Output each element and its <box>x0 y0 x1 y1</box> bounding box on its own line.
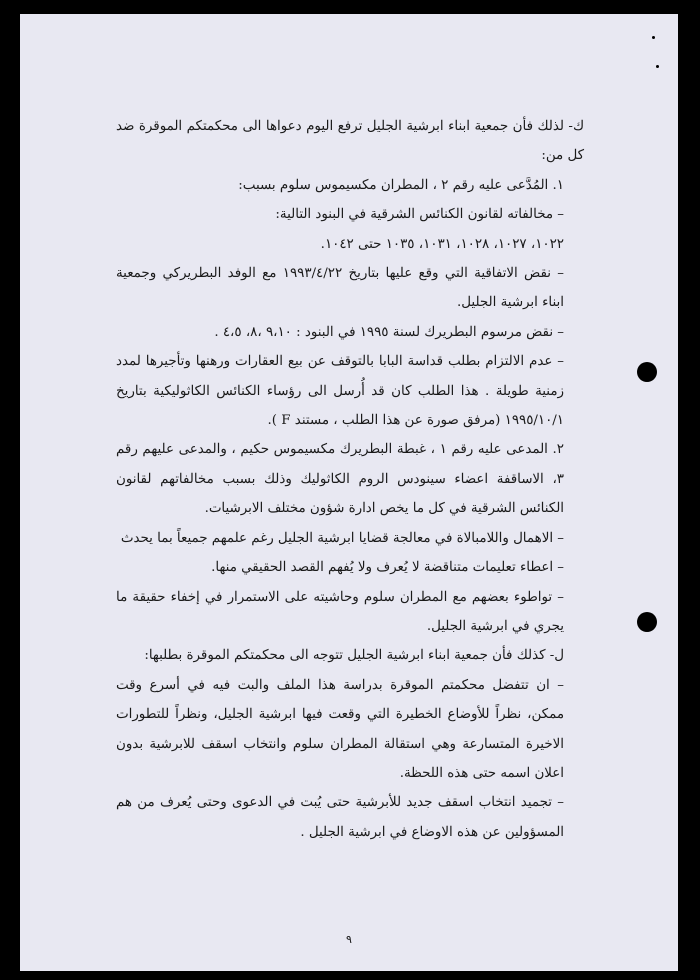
paragraph-intro: ك- لذلك فأن جمعية ابناء ابرشية الجليل ترفع اليوم دعواها الى محكمتكم الموقرة ضد كل من: <box>116 119 584 164</box>
paragraph-item-1d: – عدم الالتزام بطلب قداسة البابا بالتوقف عن بيع العقارات ورهنها وتأجيرها لمدد زمنية طويلة . هذا الطلب كان قد أُرسل الى رؤساء الكنائس الكاثوليكية بتاريخ ١٩٩٥/١٠/١ (مرفق صورة عن هذا الطلب ، مستند F ). <box>116 354 564 429</box>
paragraph-item-1b: – نقض الاتفاقية التي وقع عليها بتاريخ ١٩٩٣/٤/٢٢ مع الوفد البطريركي وجمعية ابناء ابرشية الجليل. <box>116 266 564 311</box>
paragraph-section-l: ل- كذلك فأن جمعية ابناء ابرشية الجليل تتوجه الى محكمتكم الموقرة بطلبها: <box>144 648 564 664</box>
paragraph-item-2b: – اعطاء تعليمات متناقضة لا يُعرف ولا يُفهم القصد الحقيقي منها. <box>211 560 564 576</box>
paper-speck <box>652 36 655 39</box>
punch-hole-upper <box>637 362 657 382</box>
punch-hole-lower <box>637 612 657 632</box>
paragraph-item-2c: – تواطوء بعضهم مع المطران سلوم وحاشيته على الاستمرار في إخفاء حقيقة ما يجري في ابرشية الجليل. <box>116 589 564 634</box>
paragraph-item-1: ١. المُدَّعى عليه رقم ٢ ، المطران مكسيموس سلوم بسبب: <box>238 177 564 193</box>
paragraph-item-2a: – الاهمال واللامبالاة في معالجة قضايا ابرشية الجليل رغم علمهم جميعاً بما يحدث <box>120 530 564 546</box>
paragraph-item-1c: – نقض مرسوم البطريرك لسنة ١٩٩٥ في البنود : ٩،١٠ ،٨، ٤،٥ . <box>214 324 564 340</box>
paragraph-item-1a: – مخالفاته لقانون الكنائس الشرقية في البنود التالية: <box>275 207 564 223</box>
document-body <box>116 112 584 847</box>
paragraph-item-1a-list: ١٠٢٢، ١٠٢٧، ١٠٢٨، ١٠٣١، ١٠٣٥ حتى ١٠٤٢. <box>320 236 564 252</box>
document-page <box>20 14 678 971</box>
paragraph-l-1: – ان تتفضل محكمتم الموقرة بدراسة هذا الملف والبت فيه في أسرع وقت ممكن، نظراً للأوضاع الخطيرة التي وقعت فيها ابرشية الجليل، ونظراً للتطورات الاخيرة المتسارعة وهي استقالة المطران سلوم وانتخاب اسقف للابرشية بدون اعلان اسمه حتى هذه اللحظة. <box>116 677 564 781</box>
paragraph-item-2: ٢. المدعى عليه رقم ١ ، غبطة البطريرك مكسيموس حكيم ، والمدعى عليهم رقم ٣، الاساقفة اعضاء سينودس الروم الكاثوليك وذلك بسبب مخالفاتهم لقانون الكنائس الشرقية في كل ما يخص ادارة شؤون مختلف الابرشيات. <box>116 442 564 517</box>
paper-speck <box>656 65 659 68</box>
paragraph-l-2: – تجميد انتخاب اسقف جديد للأبرشية حتى يُبت في الدعوى وحتى يُعرف من هم المسؤولين عن هذه الاوضاع في ابرشية الجليل . <box>116 795 564 840</box>
page-number: ٩ <box>346 933 352 946</box>
